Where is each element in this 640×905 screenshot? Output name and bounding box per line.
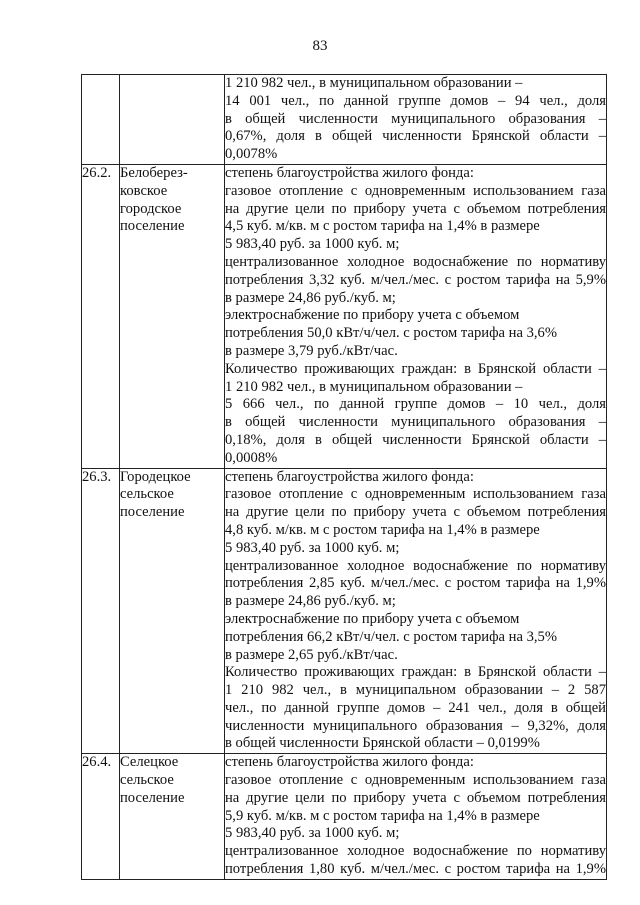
- settlement-name-line: сельское: [120, 486, 174, 503]
- settlement-name-line: Селецкое: [120, 754, 179, 771]
- table-row: [82, 75, 607, 165]
- description-line: 5 666 чел., по данной группе домов – 10 чел., доля: [225, 396, 606, 413]
- description-line: чел., по данной группе домов – 241 чел., доля в общей: [225, 699, 606, 716]
- description-line: электроснабжение по прибору учета с объемом: [225, 307, 520, 324]
- description-line: на другие цели по прибору учета с объемом потребления: [225, 200, 606, 217]
- description-line: на другие цели по прибору учета с объемом потребления: [225, 504, 606, 521]
- description-line: 5 983,40 руб. за 1000 куб. м;: [225, 539, 400, 556]
- housing-description: [225, 164, 607, 468]
- description-line: потребления 50,0 кВт/ч/чел. с ростом тарифа на 3,6%: [225, 325, 557, 342]
- description-line: в общей численности муниципального образования –: [225, 110, 606, 127]
- description-line: в размере 2,65 руб./кВт/час.: [225, 646, 398, 663]
- settlement-name-line: Городецкое: [120, 468, 191, 485]
- description-line: газовое отопление с одновременным использованием газа: [225, 486, 606, 503]
- description-line: Количество проживающих граждан: в Брянской области –: [225, 360, 606, 377]
- table-row: [82, 754, 607, 880]
- row-number: 26.2.: [82, 164, 120, 468]
- description-line: 0,67%, доля в общей численности Брянской области –: [225, 128, 606, 145]
- description-line: в размере 24,86 руб./куб. м;: [225, 593, 396, 610]
- settlement-name: [120, 468, 225, 754]
- description-line: 1 210 982 чел., в муниципальном образовании –: [225, 75, 523, 91]
- tariff-table: [81, 74, 607, 880]
- housing-description: [225, 754, 607, 880]
- description-line: на другие цели по прибору учета с объемом потребления: [225, 789, 606, 806]
- settlement-name-line: Белоберез-: [120, 164, 188, 181]
- description-line: Количество проживающих граждан: в Брянской области –: [225, 664, 606, 681]
- housing-description: [225, 468, 607, 754]
- description-line: в общей численности Брянской области – 0,0199%: [225, 735, 540, 752]
- description-line: 5 983,40 руб. за 1000 куб. м;: [225, 236, 400, 253]
- description-line: 0,0078%: [225, 146, 278, 163]
- page-number: 83: [312, 38, 328, 54]
- description-line: потребления 66,2 кВт/ч/чел. с ростом тарифа на 3,5%: [225, 628, 557, 645]
- description-line: централизованное холодное водоснабжение по нормативу: [225, 557, 606, 574]
- description-line: 1 210 982 чел., в муниципальном образовании –: [225, 378, 523, 395]
- settlement-name: [120, 164, 225, 468]
- description-line: в общей численности муниципального образования –: [225, 414, 606, 431]
- description-line: газовое отопление с одновременным использованием газа: [225, 182, 606, 199]
- table-row: [82, 164, 607, 468]
- row-number: 26.3.: [82, 468, 120, 754]
- description-line: электроснабжение по прибору учета с объемом: [225, 610, 520, 627]
- settlement-name: [120, 75, 225, 165]
- settlement-name-line: сельское: [120, 772, 174, 789]
- description-line: численности муниципального образования – 9,32%, доля: [225, 717, 606, 734]
- description-line: газовое отопление с одновременным использованием газа: [225, 772, 606, 789]
- settlement-name-line: поселение: [120, 789, 185, 806]
- description-line: 0,0008%: [225, 449, 278, 466]
- description-line: централизованное холодное водоснабжение по нормативу: [225, 253, 606, 270]
- settlement-name-line: поселение: [120, 504, 185, 521]
- description-line: степень благоустройства жилого фонда:: [225, 754, 474, 771]
- row-number: [82, 75, 120, 165]
- description-line: потребления 2,85 куб. м/чел./мес. с ростом тарифа на 1,9%: [225, 575, 606, 592]
- description-line: степень благоустройства жилого фонда:: [225, 468, 474, 485]
- row-number: 26.4.: [82, 754, 120, 880]
- description-line: централизованное холодное водоснабжение по нормативу: [225, 843, 606, 860]
- description-line: 5 983,40 руб. за 1000 куб. м;: [225, 825, 400, 842]
- description-line: потребления 3,32 куб. м/чел./мес. с ростом тарифа на 5,9%: [225, 271, 606, 288]
- housing-description: [225, 75, 607, 165]
- description-line: 14 001 чел., по данной группе домов – 94 чел., доля: [225, 92, 606, 109]
- description-line: 4,8 куб. м/кв. м с ростом тарифа на 1,4% в размере: [225, 521, 540, 538]
- description-line: в размере 3,79 руб./кВт/час.: [225, 342, 398, 359]
- description-line: потребления 1,80 куб. м/чел./мес. с ростом тарифа на 1,9%: [225, 861, 606, 878]
- settlement-name-line: ковское: [120, 182, 168, 199]
- description-line: степень благоустройства жилого фонда:: [225, 164, 474, 181]
- description-line: 0,18%, доля в общей численности Брянской области –: [225, 431, 606, 448]
- description-line: 1 210 982 чел., в муниципальном образовании – 2 587: [225, 682, 606, 699]
- settlement-name-line: городское: [120, 200, 182, 217]
- description-line: 4,5 куб. м/кв. м с ростом тарифа на 1,4% в размере: [225, 218, 540, 235]
- table-row: [82, 468, 607, 754]
- settlement-name: [120, 754, 225, 880]
- description-line: в размере 24,86 руб./куб. м;: [225, 289, 396, 306]
- settlement-name-line: поселение: [120, 218, 185, 235]
- description-line: 5,9 куб. м/кв. м с ростом тарифа на 1,4% в размере: [225, 807, 540, 824]
